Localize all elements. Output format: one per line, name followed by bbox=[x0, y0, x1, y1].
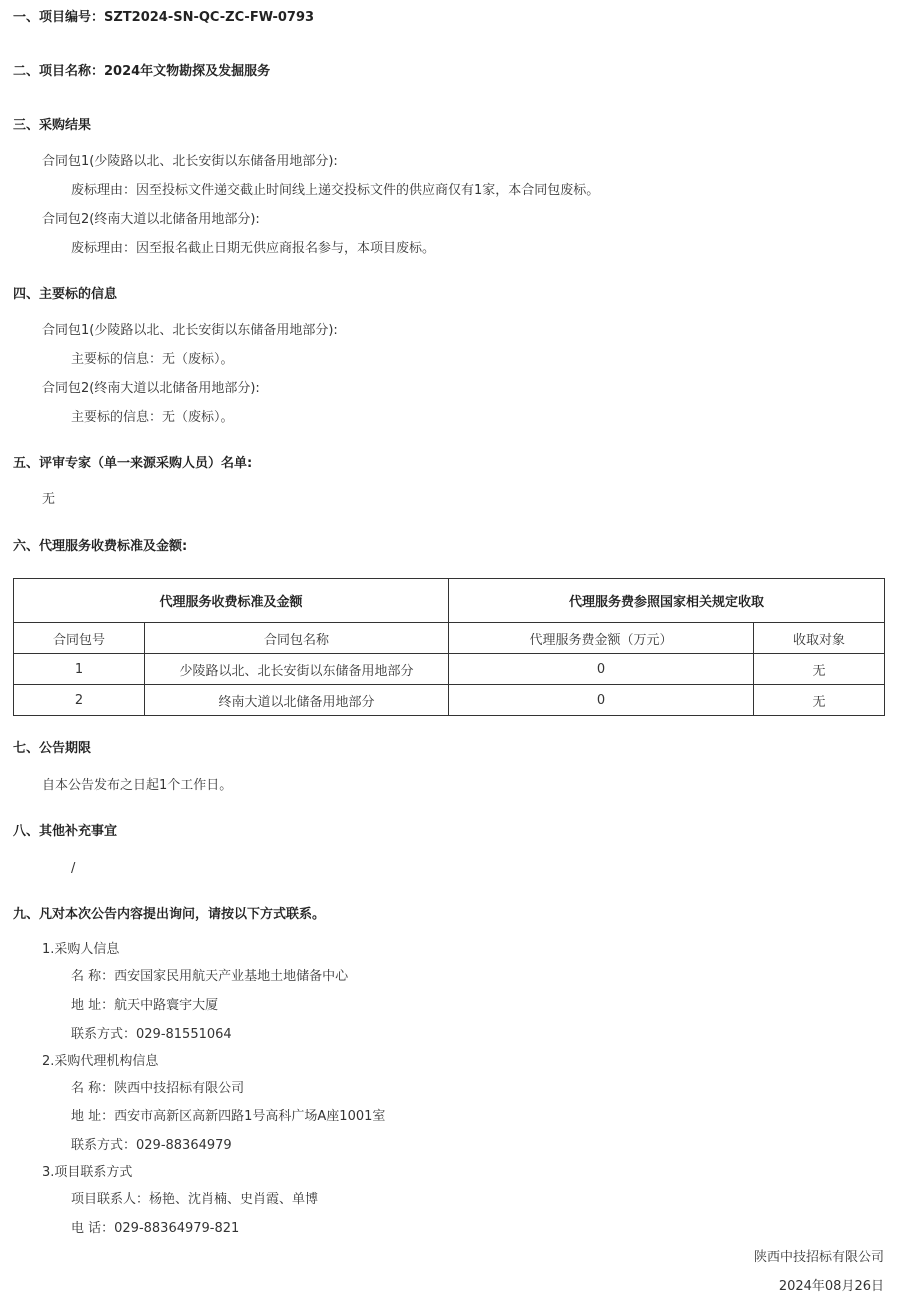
section-project-number: 一、项目编号：SZT2024-SN-QC-ZC-FW-0793 bbox=[13, 10, 315, 25]
purchaser-address: 地 址：航天中路寰宇大厦 bbox=[71, 998, 219, 1013]
agency-fee-table bbox=[13, 578, 885, 716]
footer-company: 陕西中技招标有限公司 bbox=[753, 1250, 884, 1265]
table-column-row bbox=[14, 623, 885, 654]
table-header-row bbox=[14, 579, 885, 623]
cell-fee-amount: 0 bbox=[449, 654, 754, 685]
cell-package-no: 1 bbox=[14, 654, 145, 685]
subject-package-1-info: 主要标的信息：无（废标）。 bbox=[71, 352, 234, 367]
table-header-left: 代理服务收费标准及金额 bbox=[14, 579, 449, 623]
subject-package-2-info: 主要标的信息：无（废标）。 bbox=[71, 410, 234, 425]
column-header-package-name: 合同包名称 bbox=[145, 623, 449, 654]
review-experts-content: 无 bbox=[42, 492, 56, 507]
result-package-2: 合同包2(终南大道以北储备用地部分): bbox=[42, 212, 260, 227]
column-header-package-no: 合同包号 bbox=[14, 623, 145, 654]
cell-payer: 无 bbox=[754, 654, 885, 685]
cell-package-name: 终南大道以北储备用地部分 bbox=[145, 685, 449, 716]
section-procurement-result: 三、采购结果 bbox=[13, 118, 92, 133]
cell-fee-amount: 0 bbox=[449, 685, 754, 716]
column-header-payer: 收取对象 bbox=[754, 623, 885, 654]
section-review-experts: 五、评审专家（单一来源采购人员）名单: bbox=[13, 456, 253, 471]
section-notice-period: 七、公告期限 bbox=[13, 741, 92, 756]
notice-period-content: 自本公告发布之日起1个工作日。 bbox=[42, 778, 233, 793]
result-package-1-reason: 废标理由：因至投标文件递交截止时间线上递交投标文件的供应商仅有1家，本合同包废标。 bbox=[71, 183, 600, 198]
section-agency-fee: 六、代理服务收费标准及金额: bbox=[13, 539, 188, 554]
result-package-1: 合同包1(少陵路以北、北长安街以东储备用地部分): bbox=[42, 154, 338, 169]
cell-payer: 无 bbox=[754, 685, 885, 716]
footer-date: 2024年08月26日 bbox=[778, 1279, 884, 1294]
agency-phone: 联系方式：029-88364979 bbox=[71, 1138, 232, 1153]
subject-package-1: 合同包1(少陵路以北、北长安街以东储备用地部分): bbox=[42, 323, 338, 338]
purchaser-heading: 1.采购人信息 bbox=[42, 942, 120, 957]
agency-address: 地 址：西安市高新区高新四路1号高科广场A座1001室 bbox=[71, 1109, 386, 1124]
section-project-name: 二、项目名称：2024年文物勘探及发掘服务 bbox=[13, 64, 271, 79]
table-header-right: 代理服务费参照国家相关规定收取 bbox=[449, 579, 885, 623]
result-package-2-reason: 废标理由：因至报名截止日期无供应商报名参与，本项目废标。 bbox=[71, 241, 436, 256]
section-other-matters: 八、其他补充事宜 bbox=[13, 824, 118, 839]
purchaser-phone: 联系方式：029-81551064 bbox=[71, 1027, 232, 1042]
section-contact: 九、凡对本次公告内容提出询问，请按以下方式联系。 bbox=[13, 907, 326, 922]
cell-package-no: 2 bbox=[14, 685, 145, 716]
table-row bbox=[14, 685, 885, 716]
cell-package-name: 少陵路以北、北长安街以东储备用地部分 bbox=[145, 654, 449, 685]
table-row bbox=[14, 654, 885, 685]
project-contacts: 项目联系人：杨艳、沈肖楠、史肖霞、单博 bbox=[71, 1192, 319, 1207]
agency-name: 名 称：陕西中技招标有限公司 bbox=[71, 1081, 245, 1096]
purchaser-name: 名 称：西安国家民用航天产业基地土地储备中心 bbox=[71, 969, 349, 984]
project-contact-heading: 3.项目联系方式 bbox=[42, 1165, 133, 1180]
section-main-subject: 四、主要标的信息 bbox=[13, 287, 118, 302]
subject-package-2: 合同包2(终南大道以北储备用地部分): bbox=[42, 381, 260, 396]
project-phone: 电 话：029-88364979-821 bbox=[71, 1221, 240, 1236]
column-header-fee-amount: 代理服务费金额（万元） bbox=[449, 623, 754, 654]
other-matters-content: / bbox=[71, 861, 76, 876]
agency-heading: 2.采购代理机构信息 bbox=[42, 1054, 159, 1069]
